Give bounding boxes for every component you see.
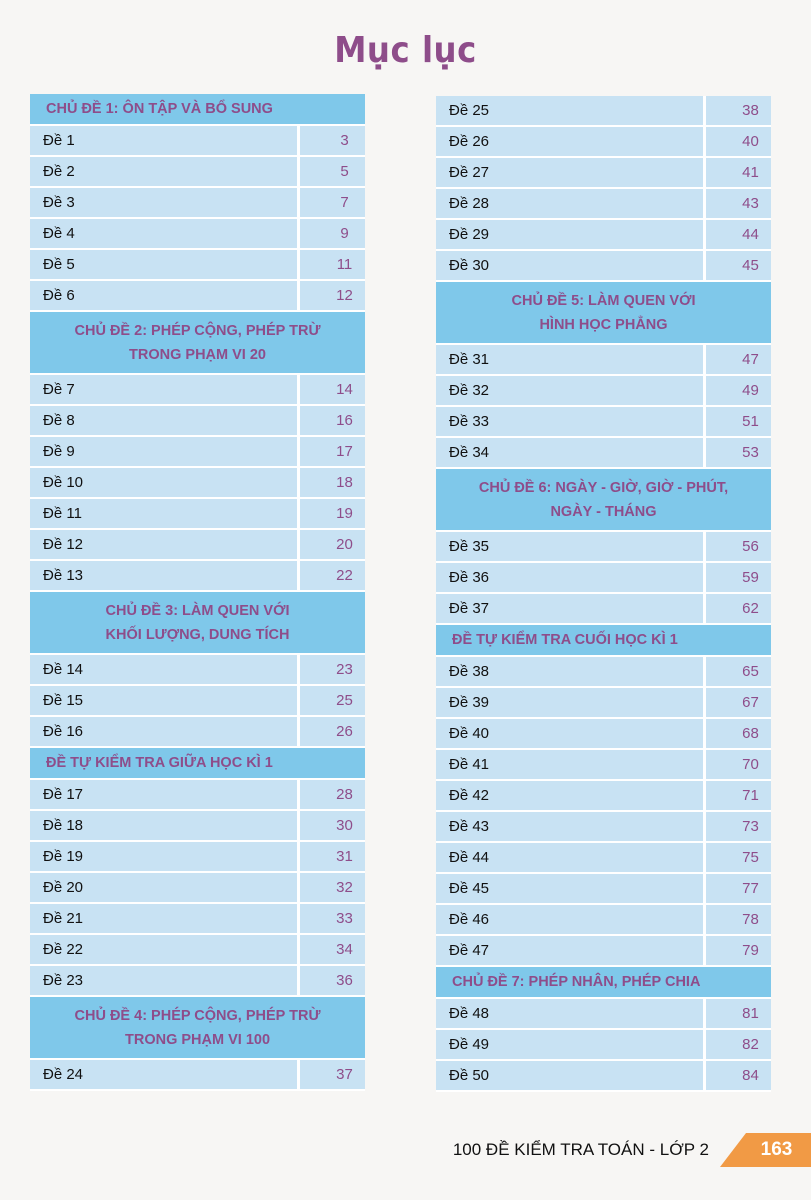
toc-entry-label: Đề 38: [436, 657, 706, 686]
toc-entry-row: [30, 250, 365, 281]
toc-entry-row: [436, 189, 771, 220]
toc-entry-label: Đề 33: [436, 407, 706, 436]
toc-entry-page: 32: [300, 873, 365, 902]
section-header: [436, 282, 771, 345]
section-header: [436, 625, 771, 657]
toc-entry-label: Đề 4: [30, 219, 300, 248]
toc-entry-row: [436, 750, 771, 781]
toc-entry-label: Đề 10: [30, 468, 300, 497]
toc-entry-page: 73: [706, 812, 771, 841]
toc-entry-label: Đề 39: [436, 688, 706, 717]
toc-entry-page: 37: [300, 1060, 365, 1089]
toc-entry-label: Đề 41: [436, 750, 706, 779]
section-header-line: CHỦ ĐỀ 6: NGÀY - GIỜ, GIỜ - PHÚT,: [478, 479, 729, 496]
toc-entry-page: 25: [300, 686, 365, 715]
toc-entry-page: 14: [300, 375, 365, 404]
toc-entry-row: [436, 251, 771, 282]
toc-entry-row: [30, 1060, 365, 1091]
toc-entry-label: Đề 40: [436, 719, 706, 748]
toc-entry-page: 34: [300, 935, 365, 964]
page-title: Mục lục: [334, 30, 477, 71]
toc-entry-label: Đề 18: [30, 811, 300, 840]
toc-entry-row: [436, 563, 771, 594]
toc-entry-page: 81: [706, 999, 771, 1028]
toc-entry-row: [30, 499, 365, 530]
toc-entry-page: 49: [706, 376, 771, 405]
toc-entry-page: 53: [706, 438, 771, 467]
toc-entry-row: [436, 158, 771, 189]
toc-entry-page: 51: [706, 407, 771, 436]
toc-entry-row: [436, 345, 771, 376]
toc-entry-label: Đề 23: [30, 966, 300, 995]
toc-entry-page: 33: [300, 904, 365, 933]
toc-entry-row: [436, 719, 771, 750]
toc-entry-page: 3: [300, 126, 365, 155]
toc-entry-page: 44: [706, 220, 771, 249]
toc-entry-label: Đề 29: [436, 220, 706, 249]
toc-entry-page: 22: [300, 561, 365, 590]
toc-entry-label: Đề 26: [436, 127, 706, 156]
book-title: 100 ĐỀ KIỂM TRA TOÁN - LỚP 2: [452, 1140, 709, 1159]
toc-entry-row: [436, 657, 771, 688]
toc-entry-label: Đề 16: [30, 717, 300, 746]
toc-entry-page: 67: [706, 688, 771, 717]
toc-entry-page: 78: [706, 905, 771, 934]
toc-entry-page: 65: [706, 657, 771, 686]
toc-entry-label: Đề 28: [436, 189, 706, 218]
toc-entry-row: [30, 935, 365, 966]
toc-entry-page: 31: [300, 842, 365, 871]
toc-entry-label: Đề 44: [436, 843, 706, 872]
toc-entry-page: 56: [706, 532, 771, 561]
toc-entry-label: Đề 5: [30, 250, 300, 279]
section-header-line: CHỦ ĐỀ 1: ÔN TẬP VÀ BỔ SUNG: [46, 101, 273, 117]
toc-entry-label: Đề 42: [436, 781, 706, 810]
toc-entry-label: Đề 6: [30, 281, 300, 310]
toc-entry-row: [30, 375, 365, 406]
toc-entry-label: Đề 17: [30, 780, 300, 809]
toc-entry-row: [436, 532, 771, 563]
toc-entry-label: Đề 8: [30, 406, 300, 435]
toc-entry-label: Đề 47: [436, 936, 706, 965]
toc-entry-row: [436, 1030, 771, 1061]
section-header: [30, 592, 365, 655]
toc-entry-label: Đề 11: [30, 499, 300, 528]
toc-entry-page: 26: [300, 717, 365, 746]
toc-entry-page: 45: [706, 251, 771, 280]
toc-entry-page: 5: [300, 157, 365, 186]
toc-entry-row: [30, 530, 365, 561]
toc-entry-page: 23: [300, 655, 365, 684]
toc-left-column: [30, 94, 365, 1091]
toc-entry-row: [30, 157, 365, 188]
toc-entry-row: [436, 843, 771, 874]
toc-entry-page: 9: [300, 219, 365, 248]
toc-entry-page: 28: [300, 780, 365, 809]
toc-entry-row: [436, 1061, 771, 1092]
toc-entry-page: 20: [300, 530, 365, 559]
toc-entry-row: [30, 717, 365, 748]
toc-entry-page: 7: [300, 188, 365, 217]
toc-entry-label: Đề 20: [30, 873, 300, 902]
toc-entry-row: [436, 220, 771, 251]
toc-entry-label: Đề 7: [30, 375, 300, 404]
toc-entry-row: [30, 219, 365, 250]
toc-entry-label: Đề 12: [30, 530, 300, 559]
toc-entry-row: [436, 688, 771, 719]
toc-entry-row: [436, 376, 771, 407]
toc-entry-row: [30, 904, 365, 935]
toc-entry-row: [30, 406, 365, 437]
toc-entry-row: [30, 126, 365, 157]
section-header: [30, 312, 365, 375]
toc-entry-label: Đề 32: [436, 376, 706, 405]
toc-entry-page: 38: [706, 96, 771, 125]
toc-entry-page: 79: [706, 936, 771, 965]
toc-entry-label: Đề 15: [30, 686, 300, 715]
toc-entry-row: [30, 561, 365, 592]
page-number: 163: [760, 1139, 793, 1160]
toc-entry-page: 36: [300, 966, 365, 995]
section-header-line: HÌNH HỌC PHẲNG: [539, 316, 668, 333]
toc-entry-label: Đề 14: [30, 655, 300, 684]
toc-entry-row: [436, 594, 771, 625]
section-header: [30, 748, 365, 780]
toc-entry-row: [30, 842, 365, 873]
toc-entry-page: 43: [706, 189, 771, 218]
toc-entry-label: Đề 3: [30, 188, 300, 217]
toc-entry-row: [30, 780, 365, 811]
toc-entry-page: 75: [706, 843, 771, 872]
toc-entry-label: Đề 24: [30, 1060, 300, 1089]
toc-entry-page: 71: [706, 781, 771, 810]
toc-entry-page: 62: [706, 594, 771, 623]
toc-entry-row: [436, 999, 771, 1030]
toc-entry-page: 47: [706, 345, 771, 374]
section-header: [30, 94, 365, 126]
toc-entry-row: [436, 812, 771, 843]
toc-entry-row: [436, 127, 771, 158]
toc-entry-row: [436, 96, 771, 127]
toc-entry-row: [436, 407, 771, 438]
toc-entry-page: 41: [706, 158, 771, 187]
toc-entry-label: Đề 19: [30, 842, 300, 871]
toc-entry-page: 11: [300, 250, 365, 279]
toc-entry-row: [30, 873, 365, 904]
toc-entry-label: Đề 9: [30, 437, 300, 466]
toc-entry-row: [30, 811, 365, 842]
toc-entry-row: [30, 281, 365, 312]
toc-entry-row: [436, 438, 771, 469]
toc-entry-label: Đề 45: [436, 874, 706, 903]
toc-entry-label: Đề 34: [436, 438, 706, 467]
section-header-line: CHỦ ĐỀ 3: LÀM QUEN VỚI: [105, 602, 290, 619]
page-footer: [0, 1133, 811, 1173]
section-header-line: ĐỀ TỰ KIỂM TRA CUỐI HỌC KÌ 1: [452, 632, 678, 648]
section-header-line: CHỦ ĐỀ 4: PHÉP CỘNG, PHÉP TRỪ: [74, 1007, 321, 1024]
toc-entry-label: Đề 36: [436, 563, 706, 592]
section-header-line: TRONG PHẠM VI 20: [129, 346, 266, 363]
section-header: [436, 967, 771, 999]
section-header-line: CHỦ ĐỀ 2: PHÉP CỘNG, PHÉP TRỪ: [74, 322, 321, 339]
toc-entry-page: 82: [706, 1030, 771, 1059]
toc-entry-label: Đề 13: [30, 561, 300, 590]
toc-entry-row: [30, 468, 365, 499]
toc-entry-label: Đề 2: [30, 157, 300, 186]
toc-entry-label: Đề 30: [436, 251, 706, 280]
toc-entry-label: Đề 27: [436, 158, 706, 187]
toc-entry-row: [436, 905, 771, 936]
toc-entry-page: 68: [706, 719, 771, 748]
toc-entry-page: 18: [300, 468, 365, 497]
toc-entry-row: [30, 966, 365, 997]
section-header: [30, 997, 365, 1060]
toc-entry-label: Đề 21: [30, 904, 300, 933]
toc-entry-label: Đề 43: [436, 812, 706, 841]
toc-entry-page: 19: [300, 499, 365, 528]
toc-entry-row: [436, 936, 771, 967]
section-header-line: CHỦ ĐỀ 7: PHÉP NHÂN, PHÉP CHIA: [452, 974, 701, 990]
section-header-line: TRONG PHẠM VI 100: [124, 1031, 271, 1048]
toc-right-column: [436, 96, 771, 1092]
toc-entry-label: Đề 1: [30, 126, 300, 155]
section-header-line: NGÀY - THÁNG: [550, 503, 657, 520]
toc-entry-page: 17: [300, 437, 365, 466]
toc-entry-label: Đề 35: [436, 532, 706, 561]
toc-entry-page: 12: [300, 281, 365, 310]
section-header: [436, 469, 771, 532]
section-header-line: ĐỀ TỰ KIỂM TRA GIỮA HỌC KÌ 1: [46, 755, 273, 771]
toc-entry-page: 59: [706, 563, 771, 592]
toc-entry-page: 70: [706, 750, 771, 779]
toc-entry-label: Đề 37: [436, 594, 706, 623]
toc-entry-label: Đề 25: [436, 96, 706, 125]
toc-entry-label: Đề 22: [30, 935, 300, 964]
section-header-line: KHỐI LƯỢNG, DUNG TÍCH: [105, 626, 290, 643]
toc-entry-row: [436, 874, 771, 905]
toc-entry-page: 77: [706, 874, 771, 903]
toc-entry-label: Đề 50: [436, 1061, 706, 1090]
toc-entry-page: 40: [706, 127, 771, 156]
toc-entry-row: [30, 655, 365, 686]
toc-entry-label: Đề 48: [436, 999, 706, 1028]
toc-entry-row: [436, 781, 771, 812]
toc-entry-row: [30, 686, 365, 717]
toc-entry-page: 30: [300, 811, 365, 840]
toc-entry-label: Đề 31: [436, 345, 706, 374]
toc-entry-label: Đề 49: [436, 1030, 706, 1059]
toc-entry-row: [30, 437, 365, 468]
toc-entry-row: [30, 188, 365, 219]
toc-entry-page: 84: [706, 1061, 771, 1090]
toc-entry-page: 16: [300, 406, 365, 435]
toc-entry-label: Đề 46: [436, 905, 706, 934]
section-header-line: CHỦ ĐỀ 5: LÀM QUEN VỚI: [511, 292, 696, 309]
